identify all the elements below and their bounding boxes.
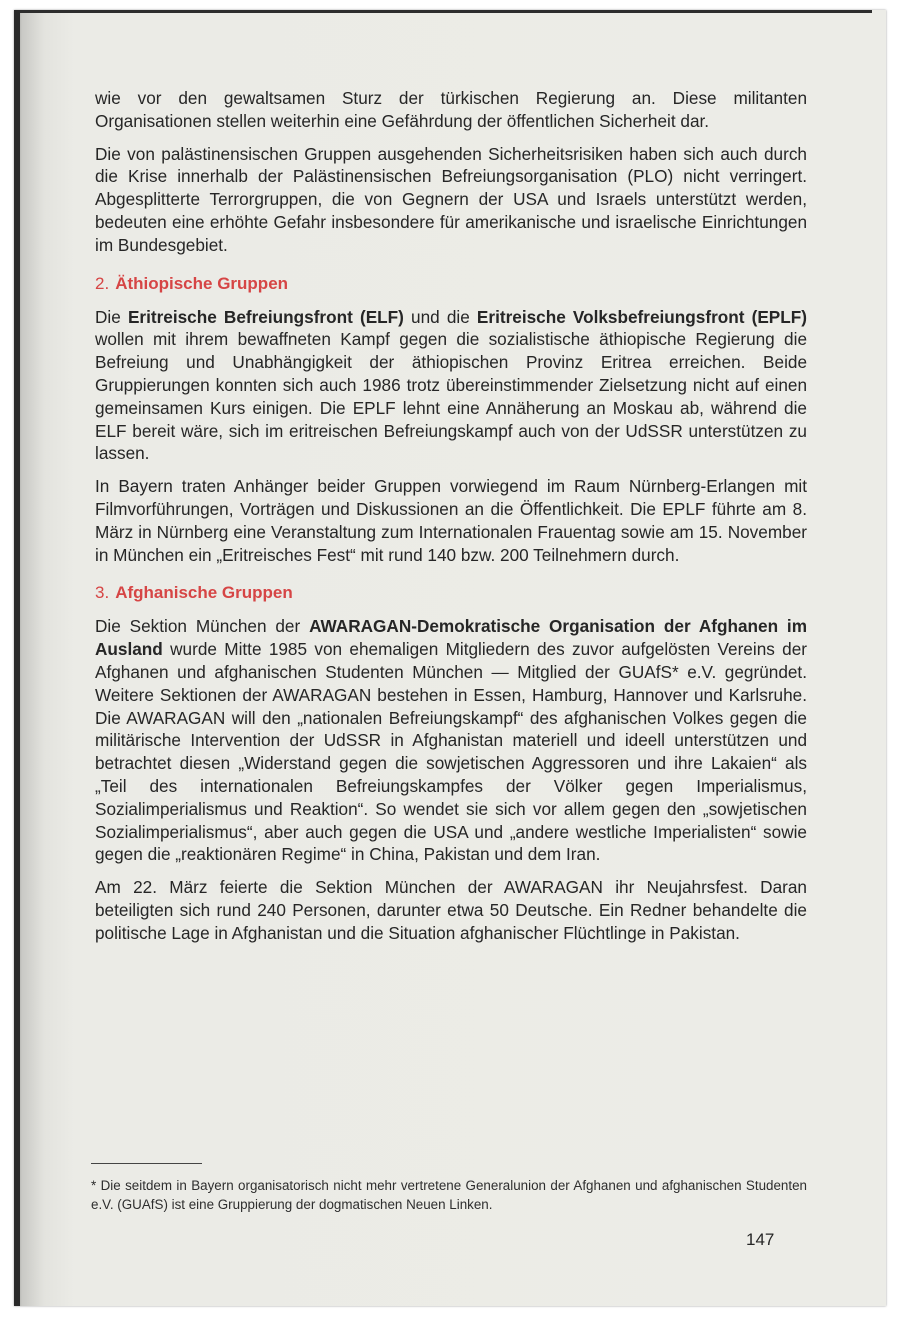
text-run: und die	[403, 306, 477, 327]
section-2-heading	[95, 273, 807, 295]
section-2-number: 2.	[95, 273, 110, 293]
section-3-title: Afghanische Gruppen	[115, 583, 293, 603]
intro-paragraph-1: wie vor den gewaltsamen Sturz der türkischen Regierung an. Diese militanten Organisationen stellen weiterhin eine Gefährdung der öffentlichen Sicherheit dar.	[95, 88, 807, 131]
text-run: Die	[95, 306, 128, 327]
footnote: * Die seitdem in Bayern organisatorisch nicht mehr vertretene Generalunion der Afghanen und afghanischen Studenten e.V. (GUAfS) ist eine Gruppierung der dogmatischen Neuen Linken.	[91, 1178, 807, 1212]
section-3-number: 3.	[95, 583, 110, 603]
text-run: wurde Mitte 1985 von ehemaligen Mitgliedern des zuvor aufgelösten Vereins der Afghanen und afghanischen Studenten München — Mitglied der GUAfS* e.V. gegründet. Weitere Sektionen der AWARAGAN bestehen in Essen, Hamburg, Hannover und Karlsruhe. Die AWARAGAN will den „nationalen Befreiungskampf“ des afghanischen Volkes gegen die militärische Intervention der UdSSR in Afghanistan materiell und ideell unterstützen und betrachtet diesen „Widerstand gegen die sowjetischen Aggressoren und ihre Lakaien“ als „Teil des internationalen Befreiungskampfes der Völker gegen Imperialismus, Sozialimperialismus und Reaktion“. So wendet sie sich vor allem gegen den „sowjetischen Sozialimperialismus“, aber auch gegen die USA und „andere westliche Imperialisten“ sowie gegen die „reaktionären Regime“ in China, Pakistan und dem Iran.	[95, 639, 807, 865]
intro-paragraph-2: Die von palästinensischen Gruppen ausgehenden Sicherheitsrisiken haben sich auch durch die Krise innerhalb der Palästinensischen Befreiungsorganisation (PLO) nicht verringert. Abgesplitterte Terrorgruppen, die von Gegnern der USA und Israels unterstützt werden, bedeuten eine erhöhte Gefahr insbesondere für amerikanische und israelische Einrichtungen im Bundesgebiet.	[95, 143, 807, 255]
page-top-edge	[20, 10, 872, 13]
section-3-paragraph-2: Am 22. März feierte die Sektion München der AWARAGAN ihr Neujahrsfest. Daran beteiligten sich rund 240 Personen, darunter etwa 50 Deutsche. Ein Redner behandelte die politische Lage in Afghanistan und die Situation afghanischer Flüchtlinge in Pakistan.	[95, 877, 807, 943]
org-name-eplf: Eritreische Volksbefreiungsfront (EPLF)	[476, 306, 807, 327]
footnote-rule	[91, 1163, 202, 1164]
page-number: 147	[746, 1230, 775, 1249]
section-2-paragraph-2: In Bayern traten Anhänger beider Gruppen vorwiegend im Raum Nürnberg-Erlangen mit Filmvorführungen, Vorträgen und Diskussionen an die Öffentlichkeit. Die EPLF führte am 8. März in Nürnberg eine Veranstaltung zum Internationalen Frauentag sowie am 15. November in München ein „Eritreisches Fest“ mit rund 140 bzw. 200 Teilnehmern durch.	[95, 476, 807, 565]
section-3-paragraph-1	[95, 615, 807, 866]
org-name-elf: Eritreische Befreiungsfront (ELF)	[127, 306, 404, 327]
org-name-awaragan: AWARAGAN-Demokratische Organisation der Afghanen im Ausland	[95, 616, 807, 660]
section-3-heading	[95, 582, 807, 604]
body-text	[95, 87, 807, 955]
text-run: wollen mit ihrem bewaffneten Kampf gegen die sozialistische äthiopische Regierung die Befreiung und Unabhängigkeit der äthiopischen Provinz Eritrea erreichen. Beide Gruppierungen konnten sich auch 1986 trotz übereinstimmender Zielsetzung nicht auf einen gemeinsamen Kurs einigen. Die EPLF lehnt eine Annäherung an Moskau ab, während die ELF bereit wäre, sich im eritreischen Befreiungskampf auch von der UdSSR unterstützen zu lassen.	[95, 329, 807, 464]
text-run: Die Sektion München der	[95, 616, 310, 637]
section-2-paragraph-1	[95, 306, 807, 466]
section-2-title: Äthiopische Gruppen	[115, 273, 289, 293]
